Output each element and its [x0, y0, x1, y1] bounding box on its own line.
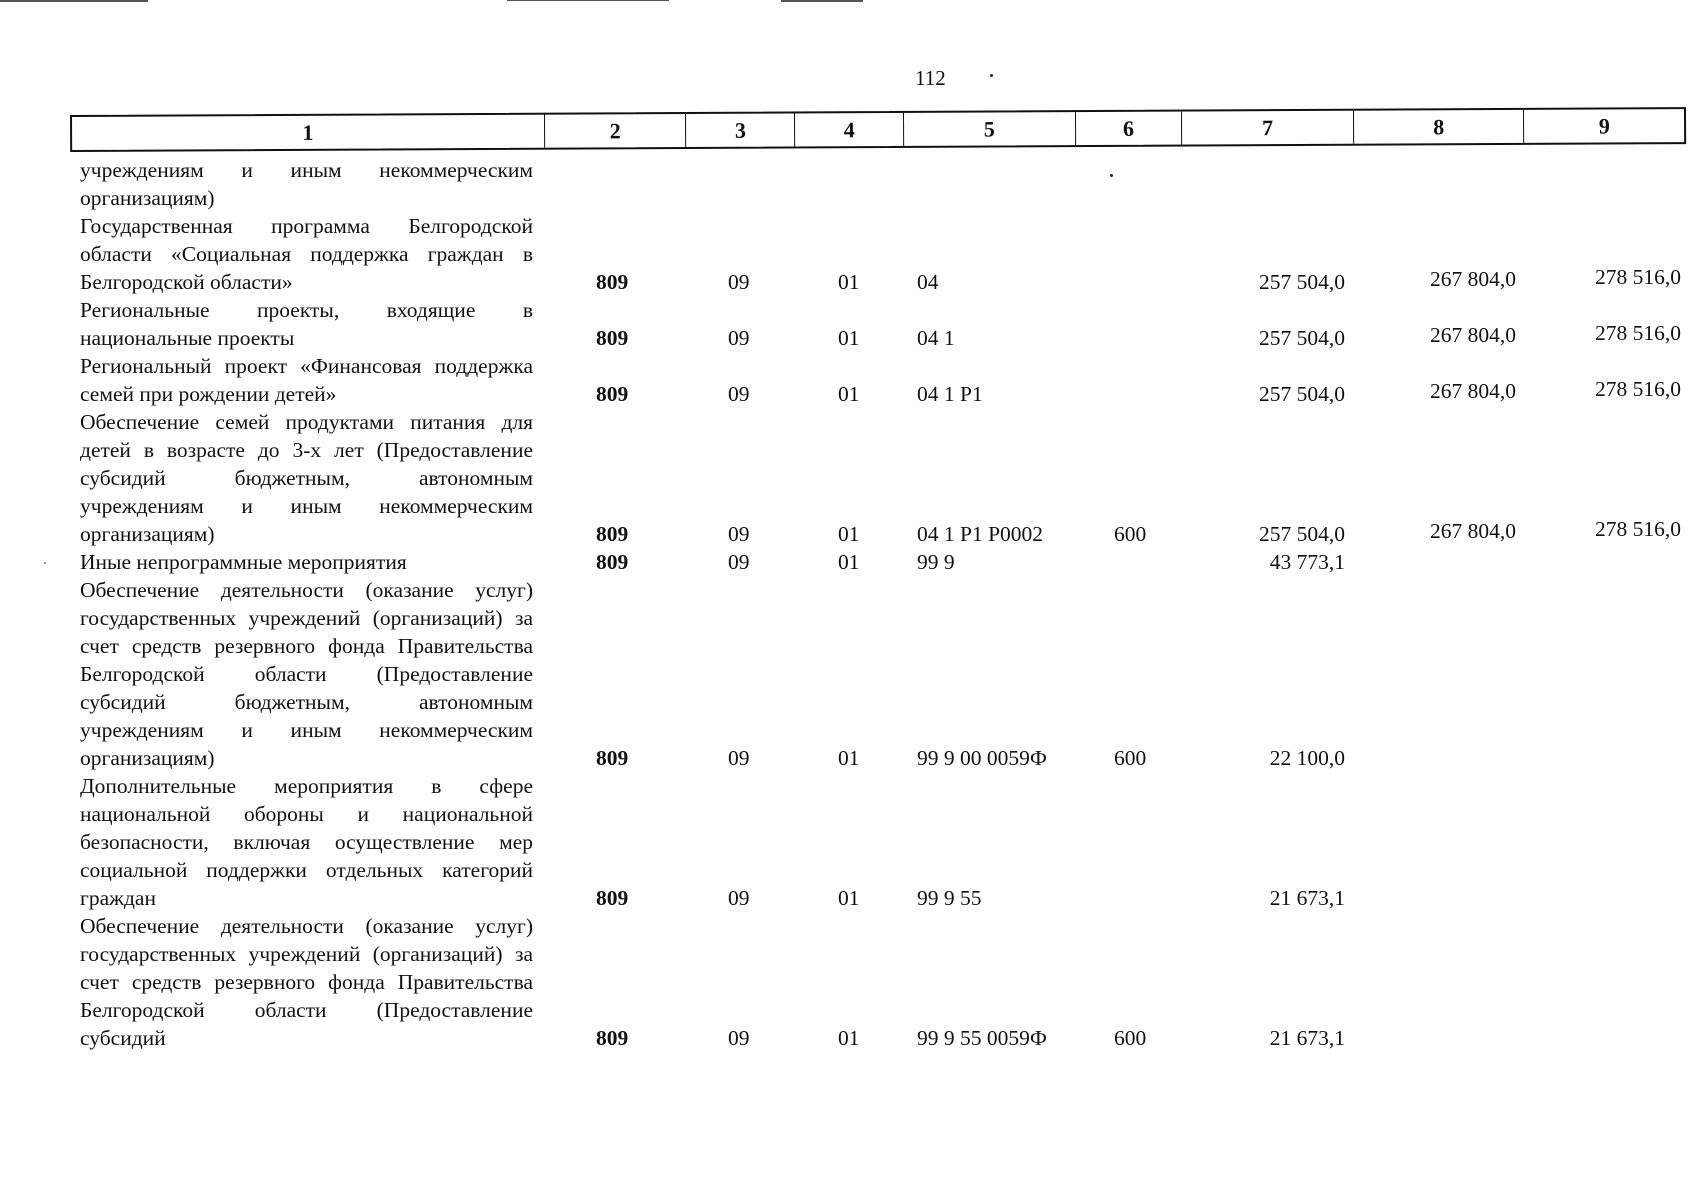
subsection-code: 01 [838, 522, 860, 546]
admin-code: 809 [596, 522, 629, 546]
target-article-code: 99 9 55 0059Ф [917, 1026, 1047, 1050]
amount-col-9: 278 516,0 [1595, 517, 1681, 541]
row-description: Обеспечение деятельности (оказание услуг) государственных учреждений (организаций) за счет средств резервного фонда Правительства Белгородской области (Предоставление субсидий бюджетным, автономным учреждениям и иным некоммерческим организациям) [80, 578, 533, 770]
row-description: учреждениям и иным некоммерческим организациям) [80, 158, 533, 210]
row-description: Региональные проекты, входящие в национальные проекты [80, 298, 533, 350]
row-description: Иные непрограммные мероприятия [80, 550, 407, 574]
row-description: Региональный проект «Финансовая поддержка семей при рождении детей» [80, 354, 533, 406]
target-article-code: 04 1 P1 P0002 [917, 522, 1044, 546]
section-code: 09 [728, 326, 750, 350]
amount-col-7: 257 504,0 [1259, 382, 1345, 406]
header-col-8: 8 [1354, 110, 1525, 144]
row-description: Дополнительные мероприятия в сфере национальной обороны и национальной безопасности, включая осуществление мер социальной поддержки отдельных категорий граждан [80, 774, 533, 910]
row-description: Обеспечение деятельности (оказание услуг) государственных учреждений (организаций) за счет средств резервного фонда Правительства Белгородской области (Предоставление субсидий [80, 914, 533, 1050]
row-description: Государственная программа Белгородской области «Социальная поддержка граждан в Белгородской области» [80, 214, 533, 294]
section-code: 09 [728, 270, 750, 294]
section-code: 09 [728, 886, 750, 910]
amount-col-7: 21 673,1 [1269, 886, 1345, 910]
admin-code: 809 [596, 326, 629, 350]
admin-code: 809 [596, 746, 629, 770]
table-row [0, 296, 1706, 352]
target-article-code: 04 1 [917, 326, 955, 350]
expense-type-code: 600 [1114, 522, 1147, 546]
expense-type-code: 600 [1114, 1026, 1147, 1050]
header-col-9: 9 [1598, 112, 1610, 139]
admin-code: 809 [596, 382, 629, 406]
target-article-code: 99 9 55 [917, 886, 982, 910]
subsection-code: 01 [838, 326, 860, 350]
admin-code: 809 [596, 550, 629, 574]
header-col-4: 4 [795, 113, 904, 147]
page-number: 112 [915, 66, 946, 90]
header-col-1: 1 [72, 115, 545, 150]
admin-code: 809 [596, 270, 629, 294]
header-col-3: 3 [686, 113, 795, 147]
amount-col-7: 21 673,1 [1269, 1026, 1345, 1050]
table-row [0, 912, 1706, 1052]
admin-code: 809 [596, 886, 629, 910]
table-row [0, 576, 1706, 772]
amount-col-8: 267 804,0 [1430, 267, 1516, 291]
table-row [0, 408, 1706, 548]
subsection-code: 01 [838, 550, 860, 574]
amount-col-8: 267 804,0 [1430, 379, 1516, 403]
subsection-code: 01 [838, 886, 860, 910]
expense-type-code: 600 [1114, 746, 1147, 770]
table-row [0, 212, 1706, 296]
admin-code: 809 [596, 1026, 629, 1050]
amount-col-7: 43 773,1 [1269, 550, 1345, 574]
subsection-code: 01 [838, 1026, 860, 1050]
header-col-5: 5 [904, 112, 1076, 146]
target-article-code: 99 9 [917, 550, 955, 574]
section-code: 09 [728, 1026, 750, 1050]
subsection-code: 01 [838, 382, 860, 406]
section-code: 09 [728, 746, 750, 770]
amount-col-7: 257 504,0 [1259, 326, 1345, 350]
amount-col-7: 22 100,0 [1269, 746, 1345, 770]
table-row [0, 156, 1706, 212]
table-row [0, 548, 1706, 576]
target-article-code: 99 9 00 0059Ф [917, 746, 1047, 770]
header-col-7: 7 [1182, 111, 1354, 145]
amount-col-8: 267 804,0 [1430, 323, 1516, 347]
table-row [0, 352, 1706, 408]
target-article-code: 04 1 P1 [917, 382, 983, 406]
amount-col-8: 267 804,0 [1430, 519, 1516, 543]
amount-col-9: 278 516,0 [1595, 321, 1681, 345]
amount-col-7: 257 504,0 [1259, 522, 1345, 546]
subsection-code: 01 [838, 270, 860, 294]
target-article-code: 04 [917, 270, 939, 294]
header-col-6: 6 [1076, 112, 1183, 146]
table-row [0, 772, 1706, 912]
amount-col-9: 278 516,0 [1595, 265, 1681, 289]
subsection-code: 01 [838, 746, 860, 770]
section-code: 09 [728, 522, 750, 546]
amount-col-9: 278 516,0 [1595, 377, 1681, 401]
section-code: 09 [728, 382, 750, 406]
section-code: 09 [728, 550, 750, 574]
row-description: Обеспечение семей продуктами питания для детей в возрасте до 3-х лет (Предоставление субсидий бюджетным, автономным учреждениям и иным некоммерческим организациям) [80, 410, 533, 546]
amount-col-7: 257 504,0 [1259, 270, 1345, 294]
header-col-2: 2 [545, 114, 687, 148]
